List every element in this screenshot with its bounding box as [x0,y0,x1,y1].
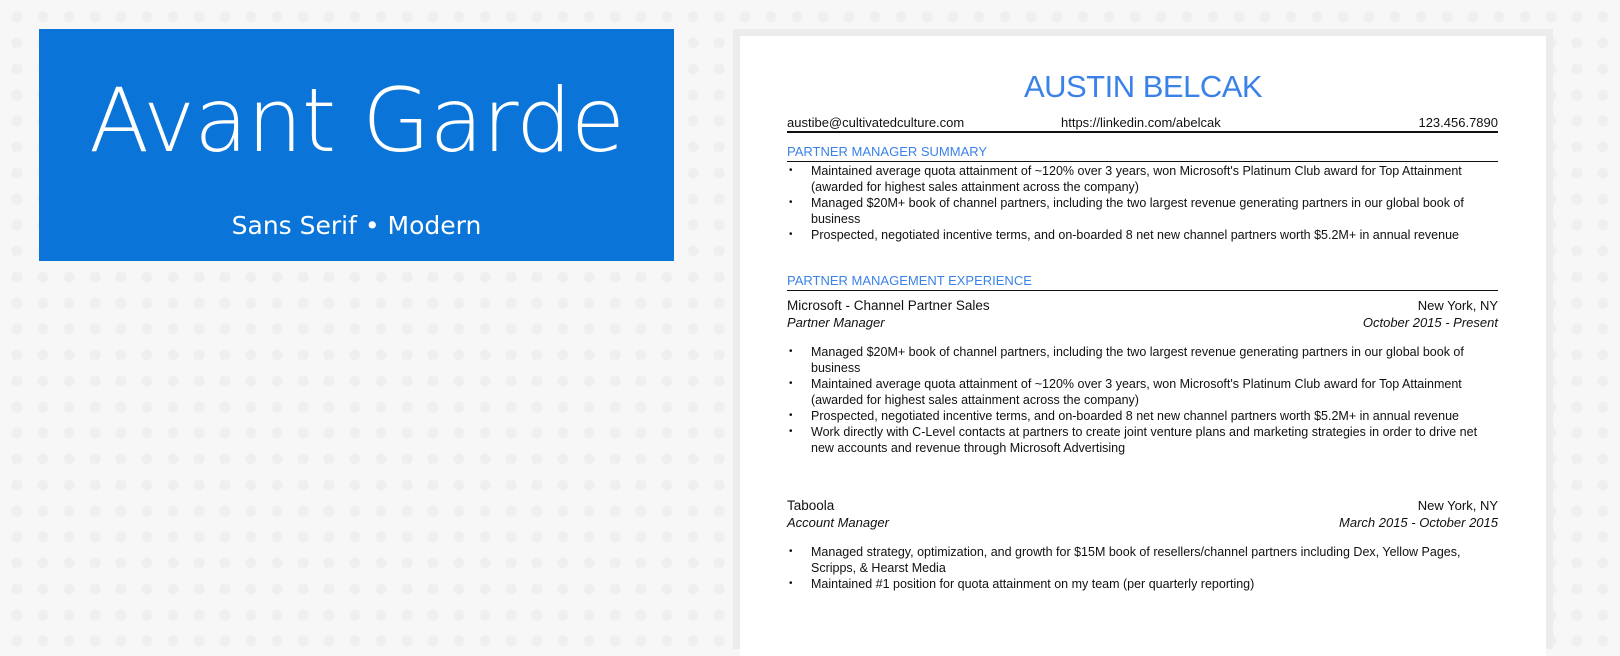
section-title-experience: PARTNER MANAGEMENT EXPERIENCE [787,273,1498,291]
list-item: • Maintained #1 position for quota attainment on my team (per quarterly reporting) [787,576,1498,592]
list-item: • Maintained average quota attainment of ~120% over 3 years, won Microsoft's Platinum Club award for Top Attainment (awarded for highest sales attainment across the company) [787,163,1498,195]
job-header-taboola [787,498,1498,534]
microsoft-bullets [787,344,1498,456]
contact-email: austibe@cultivatedculture.com [787,115,965,130]
job-dates: March 2015 - October 2015 [1339,515,1498,530]
job-role: Partner Manager [787,315,885,330]
font-banner [39,29,674,261]
summary-bullets [787,163,1498,243]
job-company: Taboola [787,498,835,513]
list-item: • Work directly with C-Level contacts at partners to create joint venture plans and marketing strategies in order to drive net new accounts and revenue through Microsoft Advertising [787,424,1498,456]
list-item: • Managed $20M+ book of channel partners, including the two largest revenue generating partners in our global book of business [787,195,1498,227]
job-role: Account Manager [787,515,889,530]
job-header-microsoft [787,298,1498,334]
job-dates: October 2015 - Present [1362,315,1498,330]
font-name-title: Avant Garde [88,69,625,172]
list-item: • Maintained average quota attainment of ~120% over 3 years, won Microsoft's Platinum Club award for Top Attainment (awarded for highest sales attainment across the company) [787,376,1498,408]
contact-line [787,114,1498,133]
job-location: New York, NY [1417,498,1498,513]
resume-document [740,36,1546,656]
resume-name: AUSTIN BELCAK [1023,69,1263,104]
list-item: • Prospected, negotiated incentive terms, and on-boarded 8 net new channel partners worth $5.2M+ in annual revenue [787,227,1498,243]
font-style-subtitle: Sans Serif • Modern [231,211,482,240]
list-item: • Prospected, negotiated incentive terms, and on-boarded 8 net new channel partners worth $5.2M+ in annual revenue [787,408,1498,424]
taboola-bullets [787,544,1498,592]
job-company: Microsoft - Channel Partner Sales [787,298,990,313]
list-item: • Managed strategy, optimization, and growth for $15M book of resellers/channel partners including Dex, Yellow Pages, Scripps, & Hearst Media [787,544,1498,576]
job-location: New York, NY [1417,298,1498,313]
section-title-summary: PARTNER MANAGER SUMMARY [787,144,1498,162]
contact-linkedin: https://linkedin.com/abelcak [1061,115,1221,130]
contact-phone: 123.456.7890 [1418,115,1498,130]
list-item: • Managed $20M+ book of channel partners, including the two largest revenue generating partners in our global book of business [787,344,1498,376]
